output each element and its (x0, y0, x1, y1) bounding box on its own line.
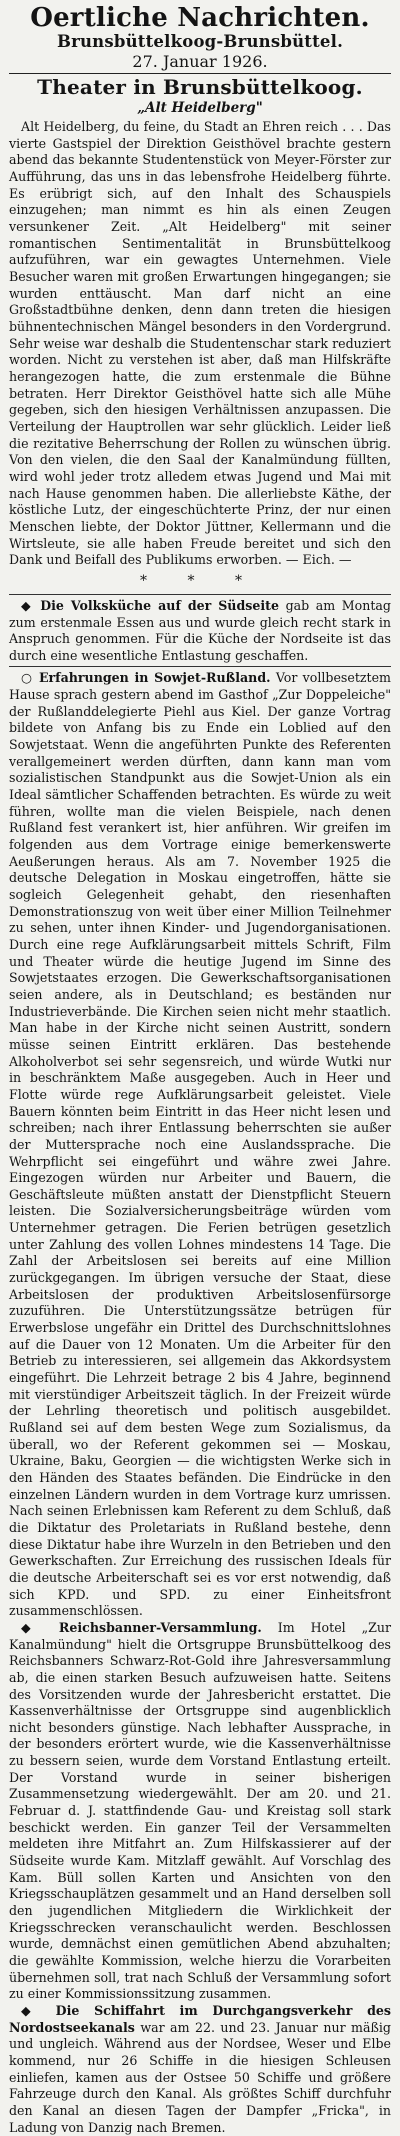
circle-bullet-icon: ○ (21, 670, 39, 686)
reichsbanner-body: Im Hotel „Zur Kanalmündung" hielt die Ortsgruppe Brunsbüttelkoog des Reichsbanners Schwarz-Rot-Gold ihre Jahresversammlung ab, die einen starken Besuch aufzuweisen hatte. Seitens des Vorsitzenden wurde der Jahresbericht erstattet. Die Kassenverhältnisse der Ortsgruppe sind augenblicklich nicht besonders günstige. Nach lebhafter Aussprache, in der besonders erörtert wurde, wie die Kassenverhältnisse zu bessern seien, wurde dem Vorstand Entlastung erteilt. Der Vorstand wurde in seiner bisherigen Zusammensetzung wiedergewählt. Der am 20. und 21. Februar d. J. stattfindende Gau- und Kreistag soll stark beschickt werden. Ein ganzer Teil der Versammelten meldeten ihre Mitfahrt an. Zum Hilfskassierer auf der Südseite wurde Kam. Mitzlaff gewählt. Auf Vorschlag des Kam. Büll sollen Karten und Ansichten von den Kriegsschauplätzen gesammelt und an Hand derselben soll den jugendlichen Mitgliedern die Wirklichkeit der Kriegsschrecken veranschaulicht werden. Beschlossen wurde, demnächst einen gemütlichen Abend abzuhalten; die gewählte Kommission, welche hierzu die Vorarbeiten übernehmen soll, trat nach Schluß der Versammlung sofort zu einer Kommissionssitzung zusammen. (9, 1619, 392, 2002)
theater-subheadline: „Alt Heidelberg" (137, 99, 263, 116)
separator-rule (9, 594, 391, 595)
schiffahrt-body: war am 22. und 23. Januar nur mäßig und ungleich. Während aus der Nordsee, Weser und Elbe kommend, nur 26 Schiffe in die hiesigen Schleusen einliefen, kamen aus der Ostsee 50 Schiffe und größere Fahrzeuge durch den Kanal. Als größtes Schiff durchfuhr den Kanal an diesen Tagen der Dampfer „Fricka", in Ladung von Danzig nach Bremen. (9, 2019, 391, 2135)
section-separator: * * * (140, 572, 260, 589)
theater-body: Alt Heidelberg, du feine, du Stadt an Ehren reich . . . Das vierte Gastspiel der Direktion Geisthövel brachte gestern abend das bekannte Studentenstück von Meyer-Förster zur Aufführung, das uns in das lebensfrohe Heidelberg führte. Es erübrigt sich, auf den Inhalt des Schauspiels einzugehen; man nimmt es hin als einen Zeugen versunkener Zeit. „Alt Heidelberg" mit seiner romantischen Sentimentalität in Brunsbüttelkoog aufzuführen, war ein gewagtes Unternehmen. Viele Besucher waren mit großen Erwartungen hingegangen; sie wurden enttäuscht. Man darf nicht an eine Großstadtbühne denken, denn dann treten die hiesigen bühnentechnischen Mängel besonders in den Vordergrund. Sehr weise war deshalb die Studentenschar stark reduziert worden. Nicht zu verstehen ist aber, daß man Hilfskräfte herangezogen hatte, die zum erstenmale die Bühne betraten. Herr Direktor Geisthövel hatte sich alle Mühe gegeben, sich den hiesigen Verhältnissen anzupassen. Die Verteilung der Hauptrollen war sehr glücklich. Leider ließ die rezitative Beherrschung der Rollen zu wünschen übrig. Von den vielen, die den Saal der Kanalmündung füllten, wird wohl jeder trotz alledem etwas Jugend und Mai mit nach Hause genommen haben. Die allerliebste Käthe, der köstliche Lutz, der eingeschüchterte Prinz, der nur einen Menschen liebte, der Doktor Jüttner, Kellermann und die Wirtsleute, sie alle haben Freude bereitet und sich den Dank und Beifall des Publikums erworben. — Eich. — (9, 119, 391, 568)
arrow-bullet-icon: ◆ (21, 1619, 59, 1635)
issue-date: 27. Januar 1926. (132, 51, 268, 71)
arrow-bullet-icon: ◆ (21, 597, 41, 613)
reichsbanner-paragraph (9, 1620, 391, 2003)
arrow-bullet-icon: ◆ (21, 2002, 56, 2018)
newspaper-page (9, 0, 391, 2136)
volkskueche-lead: Die Volksküche auf der Südseite (40, 597, 279, 613)
section-title: Oertliche Nachrichten. (30, 3, 370, 33)
theater-headline: Theater in Brunsbüttelkoog. (37, 74, 363, 99)
header-rule (9, 73, 391, 74)
masthead: Brunsbüttelkoog-Brunsbüttel. (56, 31, 344, 51)
article-rule (9, 666, 391, 667)
volkskueche-paragraph (9, 598, 391, 665)
russland-paragraph (9, 670, 391, 1619)
schiffahrt-lead: Die Schiffahrt im Durchgangsverkehr des Nordostseekanals (9, 2002, 391, 2035)
volkskueche-body: gab am Montag zum erstenmale Essen aus und wurde gleich recht stark in Anspruch genommen. Für die Küche der Nordseite ist das durch eine wesentliche Entlastung geschaffen. (9, 597, 391, 663)
schiffahrt-paragraph (9, 2003, 391, 2136)
reichsbanner-lead: Reichsbanner-Versammlung. (58, 1619, 262, 1635)
russland-body: Vor vollbesetztem Hause sprach gestern abend im Gasthof „Zur Doppeleiche" der Rußlanddelegierte Piehl aus Kiel. Der ganze Vortrag bildete von Anfang bis zu Ende ein Loblied auf den Sowjetstaat. Wenn die angeführten Punkte des Referenten verallgemeinert werden dürften, dann kann man vom sozialistischen Standpunkt aus die Sowjet-Union als ein Ideal sämtlicher Schaffenden betrachten. Es würde zu weit führen, wollte man die vielen Beispiele, nach denen Rußland fest verankert ist, hier anführen. Wir greifen im folgenden aus dem Vortrage einige bemerkenswerte Aeußerungen heraus. Als am 7. November 1925 die deutsche Delegation in Moskau eingetroffen, hätte sie sogleich Gelegenheit gehabt, den riesenhaften Demonstrationszug von weit über einer Million Teilnehmer zu sehen, unter ihnen Kinder- und Jugendorganisationen. Durch eine rege Aufklärungsarbeit mittels Schrift, Film und Theater würde die heutige Jugend im Sinne des Sowjetstaates erzogen. Die Gewerkschaftsorganisationen seien andere, als in Deutschland; es beständen nur Industrieverbände. Die Kirchen seien nicht mehr staatlich. Man habe in der Kirche nicht seinen Austritt, sondern müsse seinen Eintritt erklären. Das bestehende Alkoholverbot sei sehr segensreich, und würde Wutki nur in beschränktem Maße ausgegeben. Auch in Heer und Flotte würde rege Aufklärungsarbeit geleistet. Viele Bauern könnten beim Eintritt in das Heer nicht lesen und schreiben; nach ihrer Entlassung beherrschten sie außer der Muttersprache noch eine Auslandssprache. Die Wehrpflicht sei eingeführt und währe zwei Jahre. Eingezogen würden nur Arbeiter und Bauern, die Geschäftsleute müßten anstatt der Dienstpflicht Steuern leisten. Die Sozialversicherungsbeiträge würden vom Unternehmer getragen. Die Ferien betrügen gesetzlich unter Zahlung des vollen Lohnes mindestens 14 Tage. Die Zahl der Arbeitslosen sei bereits auf eine Million zurückgegangen. Im übrigen versuche der Staat, diese Arbeitslosen der produktiven Arbeitslosenfürsorge zuzuführen. Die Unterstützungssätze betrügen für Erwerbslose ungefähr ein Drittel des Durchschnittslohnes auf die Dauer von 12 Monaten. Um die Arbeiter für den Betrieb zu interessieren, sei allgemein das Akkordsystem eingeführt. Die Lehrzeit betrage 2 bis 4 Jahre, beginnend mit vierstündiger Arbeitszeit täglich. In der Freizeit würde der Lehrling theoretisch und politisch ausgebildet. Rußland sei auf dem besten Wege zum Sozialismus, da überall, wo der Referent gekommen sei — Moskau, Ukraine, Baku, Georgien — die wichtigsten Werke sich in den Händen des Staates befänden. Die Eindrücke in den einzelnen Ländern wurden in dem Vortrage kurz umrissen. Nach seinen Erlebnissen kam Referent zu dem Schluß, daß die Diktatur des Proletariats in Rußland bestehe, denn diese Diktatur habe ihre Wurzeln in den Betrieben und den Gewerkschaften. Zur Erreichung des russischen Ideals für die deutsche Arbeiterschaft sei es vor erst notwendig, daß sich KPD. und SPD. zu einer Einheitsfront zusammenschlössen. (9, 670, 391, 1619)
russland-lead: Erfahrungen in Sowjet-Rußland. (38, 670, 271, 686)
